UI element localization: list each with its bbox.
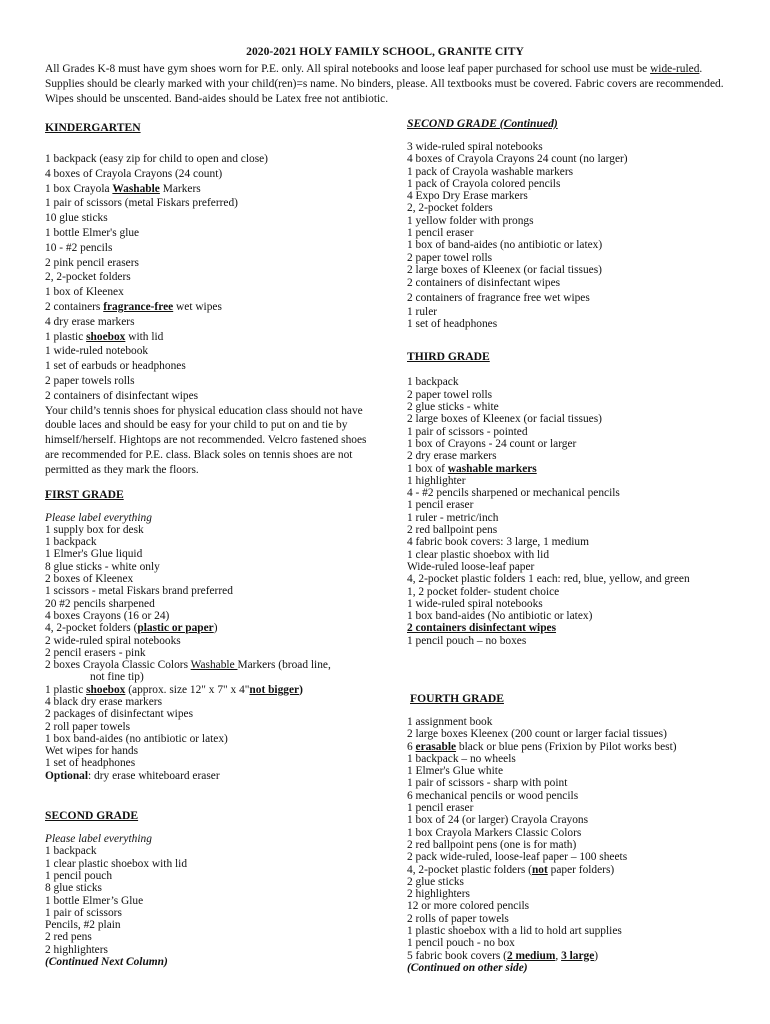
list-item: 2, 2-pocket folders	[407, 202, 493, 215]
list-item-text: paper folders)	[547, 863, 615, 876]
list-item-text: Markers (broad line,	[237, 659, 331, 672]
list-item: 1 set of headphones	[407, 318, 498, 331]
list-item	[45, 300, 380, 315]
list-item: 2 wide-ruled spiral notebooks	[45, 634, 181, 647]
list-item: 2, 2-pocket folders	[45, 271, 131, 284]
list-item: 4 black dry erase markers	[45, 695, 163, 708]
list-item: Wet wipes for hands	[45, 745, 139, 758]
list-item: 20 #2 pencils sharpened	[45, 597, 155, 610]
list-item: 1 pencil eraser	[407, 499, 474, 512]
second-grade-heading: SECOND GRADE	[45, 809, 139, 823]
list-item: 1 yellow folder with prongs	[407, 214, 534, 227]
list-item: 1 pencil pouch - no box	[407, 937, 515, 950]
list-item	[407, 950, 747, 962]
list-item-emphasis: washable markers	[447, 462, 537, 475]
list-item: 3 wide-ruled spiral notebooks	[407, 141, 543, 153]
list-item: 1 pack of Crayola washable markers	[407, 165, 574, 178]
list-item: 4 Expo Dry Erase markers	[407, 190, 528, 203]
list-item-continuation: not fine tip)	[90, 671, 144, 684]
list-item: 4 boxes Crayons (16 or 24)	[45, 609, 170, 622]
list-item: 1 pencil pouch – no boxes	[407, 634, 527, 647]
list-item: 1 box of Crayons - 24 count or larger	[407, 437, 577, 450]
label-note: Please label everything	[45, 511, 152, 524]
list-item: 1 clear plastic shoebox with lid	[45, 857, 188, 870]
list-item	[407, 741, 747, 753]
fourth-grade-section	[407, 692, 747, 974]
list-item-text: wet wipes	[173, 300, 222, 313]
first-grade-heading: FIRST GRADE	[45, 487, 124, 501]
first-grade-section	[45, 488, 380, 783]
list-item: 1 Elmer's Glue liquid	[45, 548, 143, 561]
list-item-text: : dry erase whiteboard eraser	[88, 769, 220, 782]
list-item: 2 paper towel rolls	[407, 251, 493, 264]
list-item-text: )	[213, 622, 218, 635]
list-item: Pencils, #2 plain	[45, 919, 121, 932]
list-item-emphasis: shoebox	[86, 330, 126, 343]
list-item: 4 boxes of Crayola Crayons (24 count)	[45, 167, 223, 180]
list-item: 2 pack wide-ruled, loose-leaf paper – 100 sheets	[407, 851, 628, 864]
list-item: 10 glue sticks	[45, 212, 108, 225]
list-item	[407, 463, 747, 475]
list-item: 2 large boxes of Kleenex (or facial tissues)	[407, 263, 602, 276]
list-item: 10 - #2 pencils	[45, 241, 113, 254]
list-item-text: 4, 2-pocket plastic folders (	[407, 863, 532, 876]
intro-text-part1: All Grades K-8 must have gym shoes worn for P.E. only. All spiral notebooks and loose leaf paper purchased for school use must be	[45, 63, 651, 75]
list-item: 2 dry erase markers	[407, 450, 497, 463]
left-column	[45, 121, 380, 968]
list-item: 1 pair of scissors	[45, 906, 122, 919]
list-item-text: 2 containers	[45, 300, 104, 313]
list-item: 2 glue sticks	[407, 875, 464, 888]
list-item: 1 pack of Crayola colored pencils	[407, 177, 561, 190]
list-item: 1 box band-aides (No antibiotic or latex)	[407, 610, 593, 623]
list-item: 2 glue sticks - white	[407, 401, 499, 414]
list-item-text: 1 plastic	[45, 330, 87, 343]
list-item: 4, 2-pocket plastic folders 1 each: red, blue, yellow, and green	[407, 573, 690, 586]
list-item-emphasis: fragrance-free	[103, 300, 174, 313]
list-item: 1 wide-ruled spiral notebooks	[407, 597, 543, 610]
list-item-text: Markers	[159, 182, 201, 195]
list-item: 1 set of earbuds or headphones	[45, 360, 186, 373]
list-item: 2 containers of disinfectant wipes	[45, 389, 199, 402]
list-item: 1 ruler	[407, 305, 438, 318]
list-item: 4 dry erase markers	[45, 315, 135, 328]
list-item: 4 fabric book covers: 3 large, 1 medium	[407, 536, 589, 549]
list-item	[45, 659, 380, 671]
list-item-text: 6	[407, 740, 416, 753]
second-grade-continued-heading: SECOND GRADE (Continued)	[407, 117, 558, 130]
list-item: 2 red pens	[45, 931, 92, 944]
second-grade-section	[45, 809, 380, 968]
list-item: Wide-ruled loose-leaf paper	[407, 560, 535, 573]
list-item-text: )	[594, 949, 599, 962]
list-item: 1 box of 24 (or larger) Crayola Crayons	[407, 814, 589, 827]
list-item-text: 1 box Crayola	[45, 182, 113, 195]
list-item: 1 backpack	[45, 845, 97, 858]
list-item-text: (approx. size 12" x 7" x 4"	[125, 683, 250, 696]
list-item: 1 ruler - metric/inch	[407, 511, 499, 524]
third-grade-heading: THIRD GRADE	[407, 350, 490, 364]
list-item: 2 roll paper towels	[45, 720, 131, 733]
kindergarten-heading: KINDERGARTEN	[45, 121, 141, 134]
intro-paragraph	[45, 62, 730, 106]
list-item: 1 box of band-aides (no antibiotic or latex)	[407, 239, 603, 252]
right-column	[407, 117, 747, 974]
list-item-text: with lid	[125, 330, 164, 343]
list-item: 1 backpack	[45, 536, 97, 549]
list-item: 1 box of Kleenex	[45, 286, 124, 299]
list-item: 12 or more colored pencils	[407, 900, 530, 913]
list-item-emphasis: not bigger	[249, 683, 300, 696]
optional-label: Optional	[45, 769, 89, 782]
shoe-note: Your child’s tennis shoes for physical education class should not have double laces and should be easy for your child to put on and tie by himself/herself. Hightops are not recommended. Velcro fastened shoes are recommended for P.E. class. Black soles on tennis shoes are not permitted as they mark the floors.	[45, 404, 367, 476]
list-item	[407, 864, 747, 876]
list-item-emphasis: 3 large	[561, 949, 595, 962]
list-item: 2 pencil erasers - pink	[45, 646, 146, 659]
list-item: 2 large boxes of Kleenex (or facial tissues)	[407, 413, 602, 426]
list-item: 1 highlighter	[407, 474, 466, 487]
list-item-text: black or blue pens (Frixion by Pilot works best)	[456, 740, 677, 753]
list-item	[45, 330, 380, 345]
list-item: 1 pencil eraser	[407, 227, 474, 240]
kindergarten-section	[45, 121, 380, 478]
list-item: 1 supply box for desk	[45, 523, 144, 536]
list-item: 1 pencil pouch	[45, 869, 113, 882]
list-item-text: 1 plastic	[45, 683, 87, 696]
list-item: 2 red ballpoint pens (one is for math)	[407, 838, 577, 851]
list-item: 2 boxes of Kleenex	[45, 573, 134, 586]
list-item: 1 assignment book	[407, 715, 493, 728]
list-item: 1 Elmer's Glue white	[407, 765, 504, 778]
list-item-text: ,	[555, 949, 562, 962]
list-item: 1 clear plastic shoebox with lid	[407, 548, 550, 561]
list-item: 1 bottle Elmer’s Glue	[45, 894, 144, 907]
list-item	[45, 684, 380, 696]
list-item: 6 mechanical pencils or wood pencils	[407, 789, 579, 802]
list-item: 4 - #2 pencils sharpened or mechanical pencils	[407, 487, 620, 500]
list-item: 2 paper towels rolls	[45, 374, 135, 387]
list-item: 2 highlighters	[407, 888, 470, 901]
list-item-text: 4, 2-pocket folders (	[45, 622, 138, 635]
third-grade-section	[407, 350, 747, 647]
list-item: 8 glue sticks	[45, 882, 102, 895]
list-item: 2 containers of disinfectant wipes	[407, 277, 561, 290]
list-item-emphasis: not	[531, 863, 548, 876]
second-grade-continued-section	[407, 117, 747, 330]
list-item-text: 2 boxes Crayola Classic Colors	[45, 659, 191, 672]
list-item: 1 plastic shoebox with a lid to hold art supplies	[407, 925, 622, 938]
list-item-emphasis: plastic or paper	[137, 622, 214, 635]
list-item-text: 1 box of	[407, 462, 448, 475]
list-item-text: 5 fabric book covers (	[407, 949, 507, 962]
list-item	[45, 622, 380, 634]
page-title: 2020-2021 HOLY FAMILY SCHOOL, GRANITE CITY	[246, 45, 524, 58]
list-item: 1 backpack (easy zip for child to open and close)	[45, 153, 268, 165]
list-item: 2 red ballpoint pens	[407, 524, 498, 537]
continued-note: (Continued on other side)	[407, 961, 528, 974]
list-item: 4 boxes of Crayola Crayons 24 count (no larger)	[407, 153, 628, 166]
fourth-grade-heading: FOURTH GRADE	[410, 691, 504, 705]
label-note: Please label everything	[45, 833, 152, 846]
list-item: 2 containers disinfectant wipes	[407, 622, 557, 635]
list-item-emphasis: Washable	[112, 182, 160, 195]
list-item: 1 pair of scissors - sharp with point	[407, 777, 568, 790]
list-item: 1 box Crayola Markers Classic Colors	[407, 826, 582, 839]
list-item	[45, 770, 380, 782]
list-item: 1 box band-aides (no antibiotic or latex)	[45, 732, 228, 745]
list-item: 1 pair of scissors (metal Fiskars preferred)	[45, 197, 238, 210]
list-item: 2 pink pencil erasers	[45, 256, 139, 269]
list-item-emphasis: shoebox	[86, 683, 126, 696]
list-item-emphasis: 2 medium	[506, 949, 556, 962]
list-item-emphasis: erasable	[415, 740, 457, 753]
intro-text-part2: . Supplies should be clearly marked with your child(ren)=s name. No binders, please. All textbooks must be covered. Fabric covers are recommended. Wipes should be unscented. Band-aides should be Latex free not antibiotic.	[45, 63, 724, 105]
list-item: 1 set of headphones	[45, 757, 136, 770]
list-item: 2 containers of fragrance free wet wipes	[407, 292, 590, 305]
list-item: 2 rolls of paper towels	[407, 912, 509, 925]
list-item: 1, 2 pocket folder- student choice	[407, 585, 560, 598]
list-item: 1 pair of scissors - pointed	[407, 425, 528, 438]
list-item: 1 pencil eraser	[407, 802, 474, 815]
list-item: 2 highlighters	[45, 943, 108, 956]
list-item: 2 large boxes Kleenex (200 count or larger facial tissues)	[407, 728, 667, 741]
list-item: 1 scissors - metal Fiskars brand preferred	[45, 585, 233, 598]
list-item	[45, 182, 380, 197]
intro-wide-ruled: wide-ruled	[650, 63, 700, 75]
list-item-emphasis: Washable	[190, 659, 238, 672]
list-item-text: )	[299, 683, 303, 696]
list-item: 1 backpack	[407, 376, 459, 389]
list-item: 2 paper towel rolls	[407, 388, 493, 401]
list-item: 1 backpack – no wheels	[407, 752, 516, 765]
list-item: 2 packages of disinfectant wipes	[45, 708, 194, 721]
continued-note: (Continued Next Column)	[45, 956, 168, 969]
list-item: 8 glue sticks - white only	[45, 560, 160, 573]
list-item: 1 wide-ruled notebook	[45, 345, 149, 358]
list-item: 1 bottle Elmer's glue	[45, 226, 140, 239]
